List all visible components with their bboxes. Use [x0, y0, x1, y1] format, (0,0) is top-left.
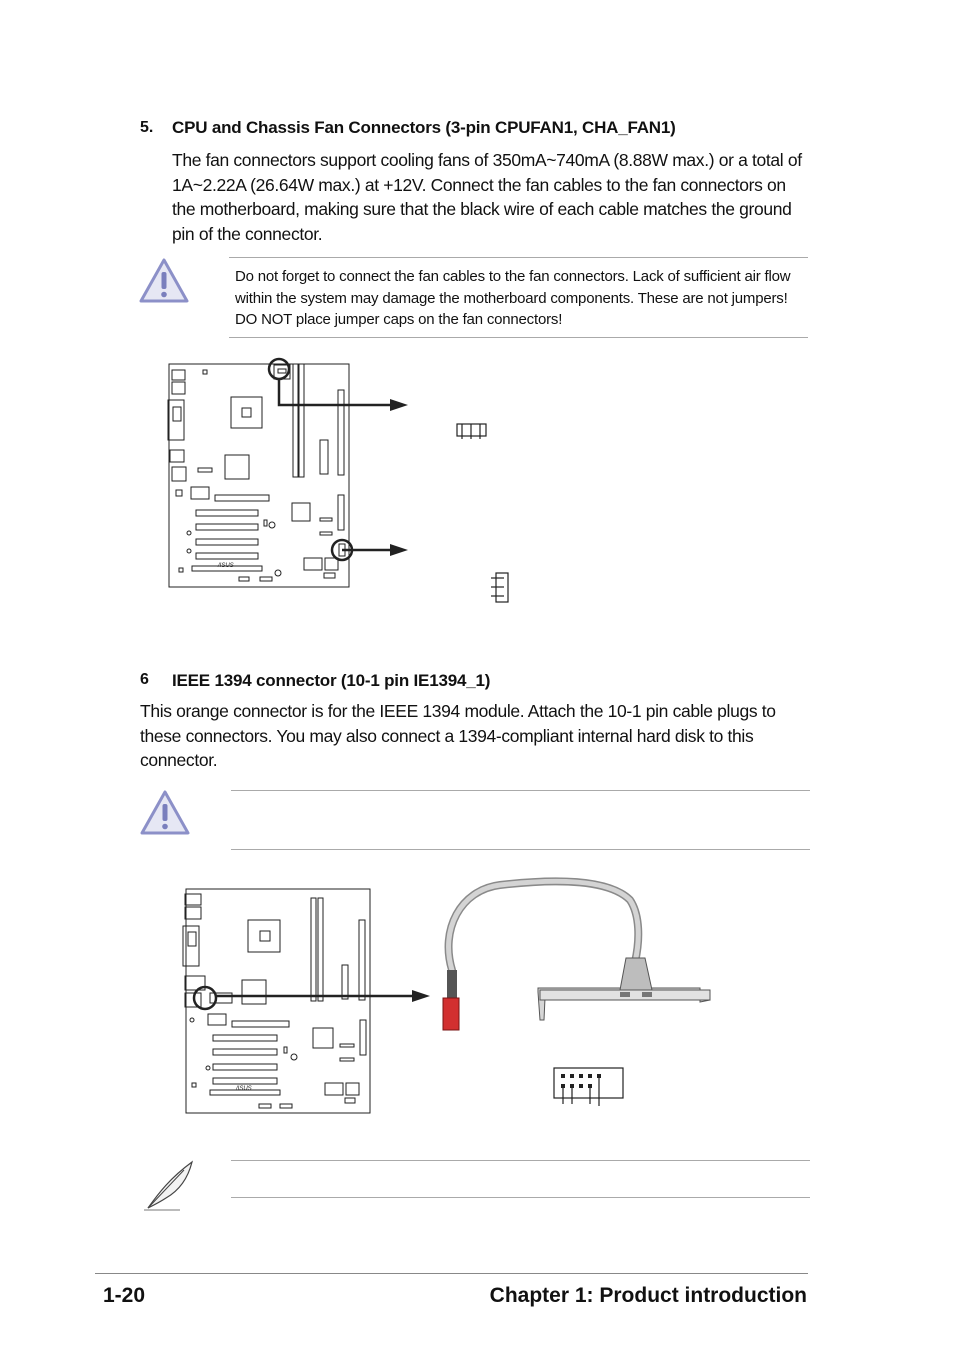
chassis-fan-pin-icon: [490, 572, 510, 604]
warning-triangle-icon-2: [141, 788, 191, 836]
note-top-rule: [231, 1160, 810, 1161]
board-logo-2: /ISUS: [236, 1086, 252, 1092]
footer-rule: [95, 1273, 808, 1274]
caution-top-rule: [229, 257, 808, 258]
caution2-top-rule: [231, 790, 810, 791]
motherboard-fan-layout-diagram: [160, 355, 430, 600]
caution-bottom-rule: [229, 337, 808, 338]
board-logo: /ISUS: [218, 563, 234, 569]
motherboard-ieee1394-layout-diagram: [180, 880, 440, 1120]
section-6-title: IEEE 1394 connector (10-1 pin IE1394_1): [172, 671, 491, 690]
ieee1394-pin-icon: [552, 1066, 627, 1108]
note-bottom-rule: [231, 1197, 810, 1198]
ieee1394-cable-bracket-image: [430, 870, 720, 1040]
chapter-title: Chapter 1: Product introduction: [489, 1284, 807, 1307]
cpu-fan-pin-icon: [456, 422, 490, 440]
warning-triangle-icon: [140, 256, 190, 304]
section-5-number: 5.: [140, 119, 154, 136]
section-6-number: 6: [140, 671, 149, 688]
section-5-paragraph: The fan connectors support cooling fans of 350mA~740mA (8.88W max.) or a total of 1A~2.22A (26.64W max.) at +12V. Connect the fan cables to the fan connectors on the motherboard, making sure that the black wire of each cable matches the ground pin of the connector.: [172, 150, 802, 244]
feather-pen-icon: [140, 1158, 198, 1214]
caution2-bottom-rule: [231, 849, 810, 850]
section-6-paragraph: This orange connector is for the IEEE 1394 module. Attach the 10-1 pin cable plugs to these connectors. You may also connect a 1394-compliant internal hard disk to this connector.: [140, 701, 776, 770]
section-5-title: CPU and Chassis Fan Connectors (3-pin CPUFAN1, CHA_FAN1): [172, 118, 676, 137]
fan-caution-text: Do not forget to connect the fan cables to the fan connectors. Lack of sufficient air flow within the system may damage the motherboard components. These are not jumpers! DO NOT place jumper caps on the fan connectors!: [235, 268, 791, 328]
page-number: 1-20: [103, 1284, 146, 1307]
